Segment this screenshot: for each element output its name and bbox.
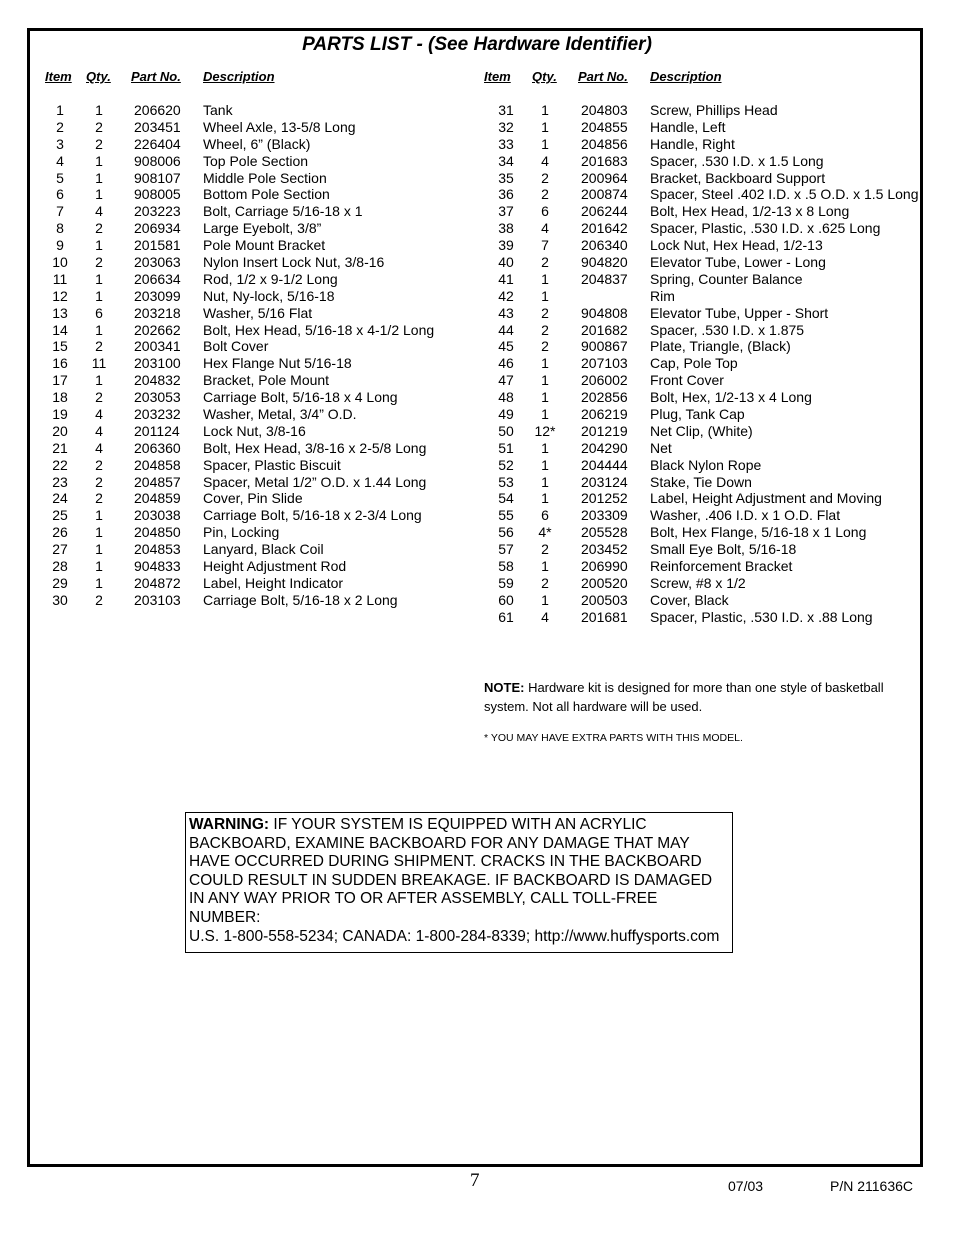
cell-part: 202856 — [581, 389, 628, 406]
cell-part: 203452 — [581, 541, 628, 558]
cell-item: 31 — [498, 102, 514, 118]
cell-part: 200964 — [581, 169, 628, 186]
cell-qty: 2 — [95, 490, 103, 507]
cell-item: 57 — [498, 541, 514, 558]
cell-item: 16 — [52, 355, 68, 372]
cell-desc: Hex Flange Nut 5/16-18 — [203, 355, 352, 372]
cell-part: 204853 — [134, 541, 181, 558]
cell-qty: 4 — [95, 203, 103, 220]
cell-item: 11 — [52, 270, 68, 287]
cell-desc: Rod, 1/2 x 9-1/2 Long — [203, 270, 338, 287]
header-desc-left: Description — [203, 69, 275, 84]
cell-qty: 4 — [95, 439, 103, 456]
cell-qty: 12* — [534, 422, 556, 439]
cell-desc: Large Eyebolt, 3/8” — [203, 220, 322, 237]
cell-item: 42 — [498, 287, 514, 304]
page-number: 7 — [470, 1170, 480, 1191]
cell-qty: 1 — [541, 456, 549, 473]
table-row — [0, 575, 930, 592]
cell-qty: 4 — [95, 406, 103, 423]
cell-part: 201124 — [134, 422, 180, 439]
cell-part: 204855 — [581, 118, 628, 135]
cell-item: 59 — [498, 574, 514, 591]
cell-item: 28 — [52, 558, 68, 575]
cell-desc: Plug, Tank Cap — [650, 406, 745, 423]
cell-part: 207103 — [581, 355, 628, 372]
cell-item: 49 — [498, 406, 514, 423]
cell-desc: Bolt, Carriage 5/16-18 x 1 — [203, 203, 363, 220]
cell-qty: 4 — [95, 422, 103, 439]
hardware-note — [484, 678, 924, 716]
cell-desc: Pin, Locking — [203, 524, 280, 541]
cell-item: 34 — [498, 152, 514, 169]
cell-part: 203099 — [134, 287, 181, 304]
table-row — [0, 474, 930, 491]
cell-qty: 1 — [541, 490, 549, 507]
cell-item: 32 — [498, 118, 514, 135]
cell-qty: 4* — [538, 524, 552, 541]
cell-qty: 1 — [541, 406, 549, 423]
cell-item: 10 — [52, 254, 68, 271]
cell-part: 206340 — [581, 237, 628, 254]
cell-part: 200520 — [581, 574, 628, 591]
cell-part: 908005 — [134, 186, 181, 203]
cell-qty: 1 — [541, 389, 549, 406]
cell-qty: 1 — [95, 237, 103, 254]
table-row — [0, 389, 930, 406]
cell-qty: 2 — [95, 220, 103, 237]
cell-desc: Small Eye Bolt, 5/16-18 — [650, 541, 797, 558]
cell-desc: Stake, Tie Down — [650, 473, 752, 490]
header-item-right: Item — [484, 69, 511, 84]
header-part-left: Part No. — [131, 69, 181, 84]
cell-part: 201252 — [581, 490, 628, 507]
cell-desc: Washer, Metal, 3/4” O.D. — [203, 406, 357, 423]
cell-desc: Tank — [203, 102, 233, 118]
cell-part: 200503 — [581, 591, 628, 608]
table-row — [0, 170, 930, 187]
cell-qty: 1 — [541, 287, 549, 304]
cell-part: 206219 — [581, 406, 628, 423]
cell-item: 14 — [52, 321, 68, 338]
document-part-number: P/N 211636C — [830, 1178, 914, 1194]
cell-item: 56 — [498, 524, 514, 541]
cell-desc: Handle, Right — [650, 135, 735, 152]
cell-desc: Elevator Tube, Upper - Short — [650, 304, 829, 321]
cell-desc: Carriage Bolt, 5/16-18 x 4 Long — [203, 389, 398, 406]
cell-qty: 2 — [541, 304, 549, 321]
warning-box — [185, 812, 733, 953]
cell-qty: 1 — [95, 287, 103, 304]
cell-item: 40 — [498, 254, 514, 271]
cell-part: 203053 — [134, 389, 181, 406]
cell-qty: 2 — [541, 186, 549, 203]
cell-item: 60 — [498, 591, 514, 608]
cell-qty: 1 — [541, 118, 549, 135]
note-label: NOTE: — [484, 680, 525, 695]
cell-desc: Elevator Tube, Lower - Long — [650, 254, 826, 271]
cell-item: 2 — [56, 118, 64, 135]
cell-part: 201681 — [581, 608, 628, 625]
cell-desc: Label, Height Adjustment and Moving — [650, 490, 882, 507]
page-title: PARTS LIST - (See Hardware Identifier) — [302, 34, 652, 55]
cell-desc: Carriage Bolt, 5/16-18 x 2-3/4 Long — [203, 507, 422, 524]
table-row — [0, 203, 930, 220]
cell-item: 33 — [498, 135, 514, 152]
cell-desc: Front Cover — [650, 372, 724, 389]
table-row — [0, 288, 930, 305]
cell-item: 12 — [52, 287, 68, 304]
revision-date: 07/03 — [728, 1178, 764, 1194]
table-row — [0, 558, 930, 575]
cell-desc: Bolt, Hex, 1/2-13 x 4 Long — [650, 389, 812, 406]
cell-qty: 6 — [95, 304, 103, 321]
cell-qty: 1 — [95, 102, 103, 118]
cell-desc: Carriage Bolt, 5/16-18 x 2 Long — [203, 591, 398, 608]
cell-part: 203232 — [134, 406, 181, 423]
cell-desc: Pole Mount Bracket — [203, 237, 326, 254]
cell-part: 904820 — [581, 254, 628, 271]
cell-qty: 1 — [95, 270, 103, 287]
cell-item: 9 — [56, 237, 64, 254]
cell-desc: Spacer, .530 I.D. x 1.875 — [650, 321, 805, 338]
cell-item: 7 — [56, 203, 64, 220]
cell-qty: 2 — [95, 135, 103, 152]
table-row — [0, 355, 930, 372]
cell-qty: 7 — [541, 237, 549, 254]
cell-qty: 1 — [541, 591, 549, 608]
cell-desc: Bracket, Pole Mount — [203, 372, 330, 389]
cell-desc: Bolt, Hex Head, 3/8-16 x 2-5/8 Long — [203, 439, 427, 456]
table-row — [0, 102, 930, 119]
cell-qty: 1 — [95, 169, 103, 186]
cell-item: 13 — [52, 304, 68, 321]
cell-qty: 1 — [95, 574, 103, 591]
cell-qty: 1 — [541, 135, 549, 152]
cell-part: 204850 — [134, 524, 181, 541]
cell-item: 48 — [498, 389, 514, 406]
cell-qty: 2 — [541, 338, 549, 355]
header-qty-right: Qty. — [532, 69, 557, 84]
cell-part: 202662 — [134, 321, 181, 338]
cell-qty: 11 — [91, 355, 107, 372]
cell-item: 27 — [52, 541, 68, 558]
cell-item: 15 — [52, 338, 68, 355]
cell-desc: Lanyard, Black Coil — [203, 541, 324, 558]
cell-part: 204858 — [134, 456, 181, 473]
cell-part: 204857 — [134, 473, 181, 490]
cell-desc: Spacer, .530 I.D. x 1.5 Long — [650, 152, 824, 169]
header-item-left: Item — [45, 69, 72, 84]
cell-desc: Net Clip, (White) — [650, 422, 753, 439]
cell-desc: Wheel, 6” (Black) — [203, 135, 311, 152]
warning-contact: U.S. 1-800-558-5234; CANADA: 1-800-284-8339; http://www.huffysports.com — [189, 927, 720, 945]
cell-qty: 2 — [95, 473, 103, 490]
cell-item: 36 — [498, 186, 514, 203]
cell-item: 45 — [498, 338, 514, 355]
cell-item: 8 — [56, 220, 64, 237]
cell-desc: Screw, #8 x 1/2 — [650, 574, 746, 591]
cell-part: 204859 — [134, 490, 181, 507]
cell-item: 39 — [498, 237, 514, 254]
cell-part: 201219 — [581, 422, 628, 439]
cell-part: 201683 — [581, 152, 628, 169]
cell-desc: Top Pole Section — [203, 152, 309, 169]
cell-qty: 1 — [541, 558, 549, 575]
cell-qty: 1 — [541, 355, 549, 372]
cell-desc: Height Adjustment Rod — [203, 558, 347, 575]
cell-desc: Spacer, Metal 1/2” O.D. x 1.44 Long — [203, 473, 427, 490]
cell-item: 43 — [498, 304, 514, 321]
cell-part: 206634 — [134, 270, 181, 287]
cell-qty: 1 — [95, 524, 103, 541]
cell-item: 38 — [498, 220, 514, 237]
cell-qty: 6 — [541, 507, 549, 524]
cell-item: 44 — [498, 321, 514, 338]
cell-qty: 2 — [95, 254, 103, 271]
cell-part: 201581 — [134, 237, 181, 254]
cell-part: 908107 — [134, 169, 181, 186]
cell-part: 203309 — [581, 507, 628, 524]
cell-qty: 2 — [541, 169, 549, 186]
cell-part: 206934 — [134, 220, 181, 237]
cell-qty: 2 — [95, 456, 103, 473]
cell-desc: Washer, .406 I.D. x 1 O.D. Flat — [650, 507, 841, 524]
cell-qty: 6 — [541, 203, 549, 220]
cell-desc: Screw, Phillips Head — [650, 102, 778, 118]
cell-part: 206990 — [581, 558, 628, 575]
cell-desc: Lock Nut, 3/8-16 — [203, 422, 306, 439]
header-qty-left: Qty. — [86, 69, 111, 84]
cell-qty: 2 — [541, 541, 549, 558]
cell-desc: Bolt, Hex Head, 1/2-13 x 8 Long — [650, 203, 850, 220]
table-row — [0, 609, 930, 626]
cell-qty: 4 — [541, 608, 549, 625]
cell-item: 25 — [52, 507, 68, 524]
cell-qty: 1 — [95, 541, 103, 558]
cell-item: 37 — [498, 203, 514, 220]
table-row — [0, 153, 930, 170]
table-row — [0, 524, 930, 541]
cell-item: 52 — [498, 456, 514, 473]
cell-qty: 1 — [541, 270, 549, 287]
table-row — [0, 490, 930, 507]
cell-item: 53 — [498, 473, 514, 490]
cell-part: 201642 — [581, 220, 628, 237]
table-row — [0, 507, 930, 524]
table-row — [0, 457, 930, 474]
header-desc-right: Description — [650, 69, 722, 84]
cell-item: 3 — [56, 135, 64, 152]
cell-desc: Spacer, Plastic, .530 I.D. x .625 Long — [650, 220, 881, 237]
table-row — [0, 423, 930, 440]
table-row — [0, 406, 930, 423]
cell-desc: Bracket, Backboard Support — [650, 169, 826, 186]
cell-desc: Cover, Pin Slide — [203, 490, 303, 507]
cell-part: 203103 — [134, 591, 181, 608]
table-row — [0, 119, 930, 136]
cell-part: 205528 — [581, 524, 628, 541]
table-row — [0, 136, 930, 153]
warning-label: WARNING: — [189, 816, 270, 833]
cell-item: 46 — [498, 355, 514, 372]
cell-item: 35 — [498, 169, 514, 186]
cell-desc: Spring, Counter Balance — [650, 270, 803, 287]
cell-desc: Black Nylon Rope — [650, 456, 762, 473]
cell-part: 900867 — [581, 338, 628, 355]
table-row — [0, 440, 930, 457]
cell-desc: Plate, Triangle, (Black) — [650, 338, 791, 355]
table-row — [0, 237, 930, 254]
cell-item: 29 — [52, 574, 68, 591]
cell-desc: Rim — [650, 287, 675, 304]
cell-desc: Cover, Black — [650, 591, 729, 608]
table-row — [0, 592, 930, 609]
cell-qty: 1 — [541, 473, 549, 490]
cell-item: 24 — [52, 490, 68, 507]
cell-qty: 4 — [541, 220, 549, 237]
cell-qty: 1 — [541, 102, 549, 118]
cell-desc: Bolt, Hex Head, 5/16-18 x 4-1/2 Long — [203, 321, 435, 338]
cell-item: 26 — [52, 524, 68, 541]
cell-desc: Washer, 5/16 Flat — [203, 304, 313, 321]
cell-desc: Cap, Pole Top — [650, 355, 738, 372]
cell-desc: Label, Height Indicator — [203, 574, 344, 591]
cell-item: 21 — [52, 439, 68, 456]
table-row — [0, 305, 930, 322]
cell-part: 203124 — [581, 473, 628, 490]
cell-desc: Reinforcement Bracket — [650, 558, 793, 575]
cell-desc: Bolt, Hex Flange, 5/16-18 x 1 Long — [650, 524, 867, 541]
table-row — [0, 338, 930, 355]
table-row — [0, 254, 930, 271]
cell-part: 204837 — [581, 270, 628, 287]
cell-qty: 2 — [541, 254, 549, 271]
cell-qty: 4 — [541, 152, 549, 169]
cell-qty: 1 — [95, 507, 103, 524]
cell-item: 20 — [52, 422, 68, 439]
cell-part: 204872 — [134, 574, 181, 591]
cell-qty: 1 — [541, 372, 549, 389]
cell-item: 5 — [56, 169, 64, 186]
cell-part: 206244 — [581, 203, 628, 220]
cell-item: 19 — [52, 406, 68, 423]
table-row — [0, 322, 930, 339]
cell-part: 204290 — [581, 439, 628, 456]
cell-qty: 1 — [95, 372, 103, 389]
cell-item: 30 — [52, 591, 68, 608]
warning-text — [189, 816, 729, 928]
cell-part: 226404 — [134, 135, 181, 152]
cell-desc: Wheel Axle, 13-5/8 Long — [203, 118, 356, 135]
cell-desc: Handle, Left — [650, 118, 726, 135]
cell-desc: Lock Nut, Hex Head, 1/2-13 — [650, 237, 823, 254]
cell-desc: Spacer, Plastic Biscuit — [203, 456, 341, 473]
table-row — [0, 271, 930, 288]
cell-part: 204803 — [581, 102, 628, 118]
cell-part: 201682 — [581, 321, 628, 338]
cell-part: 204444 — [581, 456, 628, 473]
cell-part: 204832 — [134, 372, 181, 389]
parts-table-right — [0, 102, 930, 626]
cell-desc: Spacer, Steel .402 I.D. x .5 O.D. x 1.5 Long — [650, 186, 919, 203]
cell-item: 1 — [56, 102, 64, 118]
cell-qty: 2 — [95, 118, 103, 135]
cell-item: 41 — [498, 270, 514, 287]
cell-item: 55 — [498, 507, 514, 524]
cell-qty: 1 — [95, 558, 103, 575]
cell-item: 54 — [498, 490, 514, 507]
extra-parts-note: * YOU MAY HAVE EXTRA PARTS WITH THIS MODEL. — [484, 732, 743, 744]
cell-desc: Nut, Ny-lock, 5/16-18 — [203, 287, 335, 304]
cell-part: 206002 — [581, 372, 628, 389]
header-part-right: Part No. — [578, 69, 628, 84]
cell-qty: 1 — [95, 321, 103, 338]
cell-item: 22 — [52, 456, 68, 473]
note-text: Hardware kit is designed for more than one style of basketball system. Not all hardware will be used. — [484, 680, 884, 714]
cell-item: 17 — [52, 372, 68, 389]
cell-part: 203223 — [134, 203, 181, 220]
cell-desc: Net — [650, 439, 672, 456]
cell-item: 23 — [52, 473, 68, 490]
table-row — [0, 372, 930, 389]
cell-part: 908006 — [134, 152, 181, 169]
cell-item: 61 — [498, 608, 514, 625]
cell-qty: 1 — [95, 186, 103, 203]
cell-part: 204856 — [581, 135, 628, 152]
cell-part: 904808 — [581, 304, 628, 321]
cell-item: 58 — [498, 558, 514, 575]
cell-item: 18 — [52, 389, 68, 406]
cell-item: 4 — [56, 152, 64, 169]
cell-qty: 1 — [95, 152, 103, 169]
cell-desc: Middle Pole Section — [203, 169, 327, 186]
cell-part: 206620 — [134, 102, 181, 118]
cell-part: 200874 — [581, 186, 628, 203]
cell-qty: 1 — [541, 439, 549, 456]
cell-item: 50 — [498, 422, 514, 439]
cell-part: 203100 — [134, 355, 181, 372]
cell-desc: Nylon Insert Lock Nut, 3/8-16 — [203, 254, 385, 271]
cell-part: 904833 — [134, 558, 181, 575]
table-row — [0, 220, 930, 237]
cell-desc: Bottom Pole Section — [203, 186, 330, 203]
table-row — [0, 541, 930, 558]
cell-desc: Spacer, Plastic, .530 I.D. x .88 Long — [650, 608, 873, 625]
cell-item: 51 — [498, 439, 514, 456]
cell-part: 206360 — [134, 439, 181, 456]
table-row — [0, 186, 930, 203]
cell-item: 47 — [498, 372, 514, 389]
cell-part: 203063 — [134, 254, 181, 271]
cell-part: 200341 — [134, 338, 181, 355]
cell-desc: Bolt Cover — [203, 338, 269, 355]
cell-qty: 2 — [541, 321, 549, 338]
cell-item: 6 — [56, 186, 64, 203]
cell-part: 203218 — [134, 304, 181, 321]
cell-part: 203038 — [134, 507, 181, 524]
cell-qty: 2 — [95, 338, 103, 355]
cell-qty: 2 — [541, 574, 549, 591]
cell-qty: 2 — [95, 389, 103, 406]
cell-qty: 2 — [95, 591, 103, 608]
warning-body: IF YOUR SYSTEM IS EQUIPPED WITH AN ACRYLIC BACKBOARD, EXAMINE BACKBOARD FOR ANY DAMAGE THAT MAY HAVE OCCURRED DURING SHIPMENT. CRACKS IN THE BACKBOARD COULD RESULT IN SUDDEN BREAKAGE. IF BACKBOARD IS DAMAGED IN ANY WAY PRIOR TO OR AFTER ASSEMBLY, CALL TOLL-FREE NUMBER: — [189, 816, 713, 926]
cell-part: 203451 — [134, 118, 181, 135]
